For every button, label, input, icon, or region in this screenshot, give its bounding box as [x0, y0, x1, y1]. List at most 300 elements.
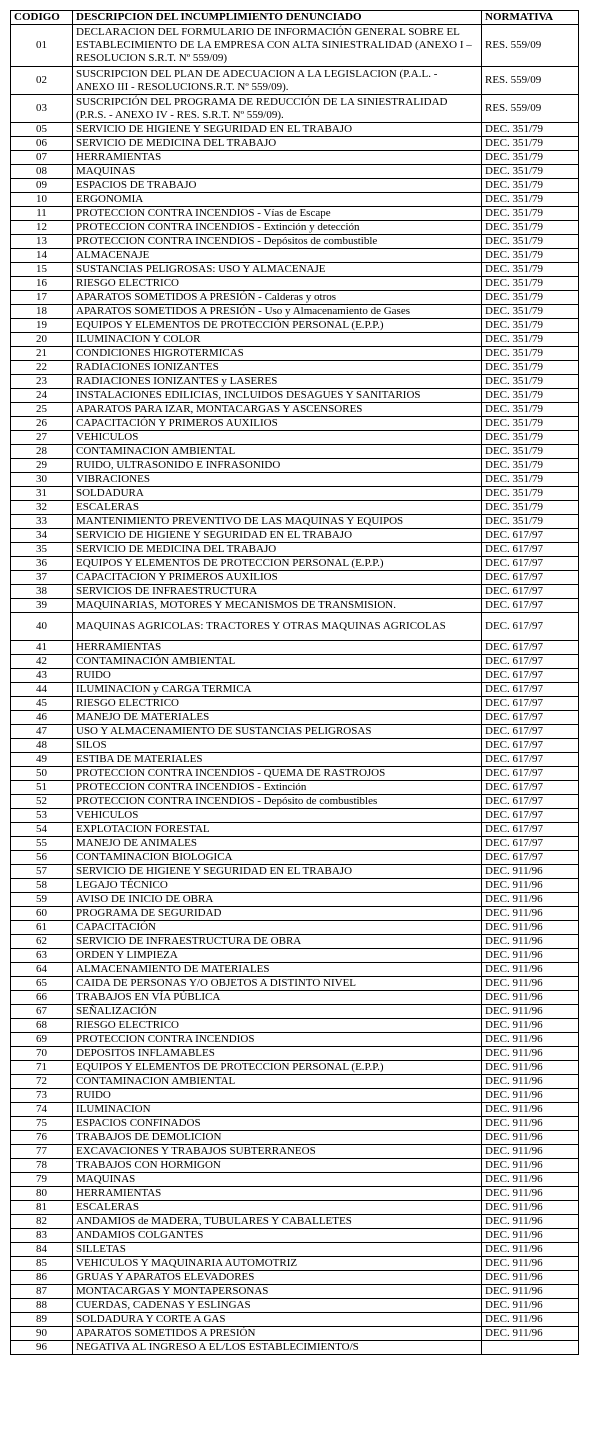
row-description: CUERDAS, CADENAS Y ESLINGAS	[73, 1299, 482, 1313]
table-row	[11, 277, 579, 291]
table-row	[11, 1229, 579, 1243]
row-code: 02	[11, 67, 73, 95]
row-code: 17	[11, 291, 73, 305]
row-normativa: DEC. 351/79	[482, 137, 579, 151]
row-code: 41	[11, 641, 73, 655]
table-row	[11, 963, 579, 977]
table-row	[11, 1047, 579, 1061]
table-row	[11, 319, 579, 333]
table-row	[11, 1299, 579, 1313]
row-code: 24	[11, 389, 73, 403]
row-normativa: DEC. 617/97	[482, 557, 579, 571]
row-normativa: RES. 559/09	[482, 25, 579, 67]
row-normativa: DEC. 911/96	[482, 935, 579, 949]
table-row	[11, 655, 579, 669]
row-code: 26	[11, 417, 73, 431]
row-code: 76	[11, 1131, 73, 1145]
table-row	[11, 151, 579, 165]
row-code: 15	[11, 263, 73, 277]
row-normativa: DEC. 351/79	[482, 389, 579, 403]
row-normativa: DEC. 351/79	[482, 193, 579, 207]
row-description: SOLDADURA	[73, 487, 482, 501]
row-description: SILOS	[73, 739, 482, 753]
row-normativa: DEC. 617/97	[482, 571, 579, 585]
row-description: ERGONOMIA	[73, 193, 482, 207]
table-row	[11, 1257, 579, 1271]
row-normativa: DEC. 911/96	[482, 1271, 579, 1285]
row-description: MAQUINAS	[73, 165, 482, 179]
table-row	[11, 1019, 579, 1033]
table-row	[11, 711, 579, 725]
row-description: HERRAMIENTAS	[73, 641, 482, 655]
row-normativa	[482, 1341, 579, 1355]
row-normativa: DEC. 351/79	[482, 249, 579, 263]
row-normativa: DEC. 617/97	[482, 823, 579, 837]
row-code: 71	[11, 1061, 73, 1075]
table-row	[11, 837, 579, 851]
row-normativa: DEC. 911/96	[482, 1243, 579, 1257]
row-description: APARATOS SOMETIDOS A PRESIÓN	[73, 1327, 482, 1341]
row-description: SERVICIO DE INFRAESTRUCTURA DE OBRA	[73, 935, 482, 949]
table-row	[11, 767, 579, 781]
row-normativa: DEC. 911/96	[482, 1173, 579, 1187]
row-normativa: DEC. 911/96	[482, 1103, 579, 1117]
row-code: 13	[11, 235, 73, 249]
header-descripcion: DESCRIPCION DEL INCUMPLIMIENTO DENUNCIADO	[73, 11, 482, 25]
table-row	[11, 221, 579, 235]
row-normativa: DEC. 911/96	[482, 1019, 579, 1033]
row-normativa: DEC. 617/97	[482, 683, 579, 697]
table-row	[11, 683, 579, 697]
row-description: SERVICIO DE MEDICINA DEL TRABAJO	[73, 543, 482, 557]
table-row	[11, 123, 579, 137]
row-normativa: DEC. 617/97	[482, 543, 579, 557]
row-code: 37	[11, 571, 73, 585]
row-code: 56	[11, 851, 73, 865]
row-normativa: DEC. 911/96	[482, 1061, 579, 1075]
table-row	[11, 599, 579, 613]
row-description: MAQUINAS AGRICOLAS: TRACTORES Y OTRAS MAQUINAS AGRICOLAS	[73, 613, 482, 641]
table-row	[11, 235, 579, 249]
table-row	[11, 25, 579, 67]
row-code: 07	[11, 151, 73, 165]
row-code: 21	[11, 347, 73, 361]
row-normativa: DEC. 911/96	[482, 991, 579, 1005]
row-code: 01	[11, 25, 73, 67]
row-description: PROTECCION CONTRA INCENDIOS - Vías de Escape	[73, 207, 482, 221]
row-description: ESCALERAS	[73, 501, 482, 515]
row-description: CAPACITACIÓN Y PRIMEROS AUXILIOS	[73, 417, 482, 431]
row-description: RADIACIONES IONIZANTES	[73, 361, 482, 375]
row-normativa: DEC. 617/97	[482, 767, 579, 781]
row-code: 38	[11, 585, 73, 599]
row-description: DEPOSITOS INFLAMABLES	[73, 1047, 482, 1061]
row-code: 40	[11, 613, 73, 641]
row-normativa: DEC. 911/96	[482, 1047, 579, 1061]
row-description: MAQUINAS	[73, 1173, 482, 1187]
row-normativa: DEC. 351/79	[482, 277, 579, 291]
row-normativa: DEC. 617/97	[482, 599, 579, 613]
row-code: 86	[11, 1271, 73, 1285]
row-description: ESPACIOS CONFINADOS	[73, 1117, 482, 1131]
table-row	[11, 543, 579, 557]
table-row	[11, 1145, 579, 1159]
row-normativa: DEC. 351/79	[482, 515, 579, 529]
table-row	[11, 571, 579, 585]
row-normativa: DEC. 617/97	[482, 781, 579, 795]
row-normativa: DEC. 351/79	[482, 151, 579, 165]
row-description: SERVICIOS DE INFRAESTRUCTURA	[73, 585, 482, 599]
row-code: 06	[11, 137, 73, 151]
table-row	[11, 1075, 579, 1089]
table-row	[11, 557, 579, 571]
row-code: 27	[11, 431, 73, 445]
table-row	[11, 879, 579, 893]
table-row	[11, 431, 579, 445]
row-code: 79	[11, 1173, 73, 1187]
row-normativa: DEC. 617/97	[482, 585, 579, 599]
table-row	[11, 795, 579, 809]
row-description: RIESGO ELECTRICO	[73, 1019, 482, 1033]
row-normativa: DEC. 617/97	[482, 753, 579, 767]
row-code: 73	[11, 1089, 73, 1103]
table-row	[11, 851, 579, 865]
table-row	[11, 893, 579, 907]
row-description: CAIDA DE PERSONAS Y/O OBJETOS A DISTINTO NIVEL	[73, 977, 482, 991]
row-code: 54	[11, 823, 73, 837]
table-row	[11, 613, 579, 641]
row-normativa: DEC. 617/97	[482, 613, 579, 641]
row-description: PROTECCION CONTRA INCENDIOS - Depósitos de combustible	[73, 235, 482, 249]
row-code: 84	[11, 1243, 73, 1257]
row-description: ESTIBA DE MATERIALES	[73, 753, 482, 767]
row-normativa: DEC. 911/96	[482, 1187, 579, 1201]
row-normativa: DEC. 351/79	[482, 487, 579, 501]
row-normativa: DEC. 911/96	[482, 1005, 579, 1019]
row-normativa: DEC. 911/96	[482, 963, 579, 977]
row-description: EXPLOTACION FORESTAL	[73, 823, 482, 837]
row-code: 82	[11, 1215, 73, 1229]
table-row	[11, 641, 579, 655]
row-code: 70	[11, 1047, 73, 1061]
table-row	[11, 501, 579, 515]
row-code: 03	[11, 95, 73, 123]
row-normativa: DEC. 351/79	[482, 221, 579, 235]
row-description: RUIDO	[73, 1089, 482, 1103]
row-code: 18	[11, 305, 73, 319]
row-description: SUSCRIPCION DEL PLAN DE ADECUACION A LA LEGISLACION (P.A.L. - ANEXO III - RESOLUCIONS.R.T. Nº 559/09).	[73, 67, 482, 95]
table-row	[11, 515, 579, 529]
row-normativa: DEC. 617/97	[482, 739, 579, 753]
row-code: 10	[11, 193, 73, 207]
row-code: 36	[11, 557, 73, 571]
row-description: CAPACITACION Y PRIMEROS AUXILIOS	[73, 571, 482, 585]
row-description: SERVICIO DE HIGIENE Y SEGURIDAD EN EL TRABAJO	[73, 865, 482, 879]
row-description: CONTAMINACION AMBIENTAL	[73, 1075, 482, 1089]
row-code: 60	[11, 907, 73, 921]
row-normativa: DEC. 911/96	[482, 949, 579, 963]
header-normativa: NORMATIVA	[482, 11, 579, 25]
row-code: 32	[11, 501, 73, 515]
table-row	[11, 389, 579, 403]
table-row	[11, 347, 579, 361]
row-normativa: DEC. 617/97	[482, 809, 579, 823]
row-code: 09	[11, 179, 73, 193]
row-code: 25	[11, 403, 73, 417]
row-normativa: DEC. 617/97	[482, 725, 579, 739]
row-description: MANEJO DE MATERIALES	[73, 711, 482, 725]
row-code: 23	[11, 375, 73, 389]
table-row	[11, 725, 579, 739]
row-description: CONTAMINACION BIOLOGICA	[73, 851, 482, 865]
row-description: CAPACITACIÓN	[73, 921, 482, 935]
row-description: ESPACIOS DE TRABAJO	[73, 179, 482, 193]
row-code: 52	[11, 795, 73, 809]
row-normativa: DEC. 617/97	[482, 529, 579, 543]
row-normativa: DEC. 351/79	[482, 333, 579, 347]
row-normativa: DEC. 351/79	[482, 459, 579, 473]
table-row	[11, 529, 579, 543]
row-normativa: DEC. 911/96	[482, 1145, 579, 1159]
row-description: RADIACIONES IONIZANTES y LASERES	[73, 375, 482, 389]
table-row	[11, 375, 579, 389]
row-description: SUSCRIPCIÓN DEL PROGRAMA DE REDUCCIÓN DE LA SINIESTRALIDAD (P.R.S. - ANEXO IV - RES. S.R.T. Nº 559/09).	[73, 95, 482, 123]
row-description: CONTAMINACIÓN AMBIENTAL	[73, 655, 482, 669]
row-description: INSTALACIONES EDILICIAS, INCLUIDOS DESAGUES Y SANITARIOS	[73, 389, 482, 403]
row-code: 96	[11, 1341, 73, 1355]
row-normativa: DEC. 911/96	[482, 893, 579, 907]
row-normativa: DEC. 351/79	[482, 445, 579, 459]
row-normativa: DEC. 351/79	[482, 347, 579, 361]
table-row	[11, 809, 579, 823]
table-row	[11, 459, 579, 473]
row-normativa: DEC. 911/96	[482, 921, 579, 935]
row-code: 50	[11, 767, 73, 781]
row-normativa: DEC. 911/96	[482, 879, 579, 893]
row-code: 46	[11, 711, 73, 725]
row-description: EQUIPOS Y ELEMENTOS DE PROTECCIÓN PERSONAL (E.P.P.)	[73, 319, 482, 333]
row-code: 59	[11, 893, 73, 907]
row-description: CONTAMINACION AMBIENTAL	[73, 445, 482, 459]
row-code: 31	[11, 487, 73, 501]
row-description: PROGRAMA DE SEGURIDAD	[73, 907, 482, 921]
row-description: RIESGO ELECTRICO	[73, 697, 482, 711]
row-code: 14	[11, 249, 73, 263]
row-code: 65	[11, 977, 73, 991]
table-row	[11, 1131, 579, 1145]
table-row	[11, 1187, 579, 1201]
row-description: USO Y ALMACENAMIENTO DE SUSTANCIAS PELIGROSAS	[73, 725, 482, 739]
row-normativa: DEC. 911/96	[482, 1313, 579, 1327]
row-description: SERVICIO DE HIGIENE Y SEGURIDAD EN EL TRABAJO	[73, 123, 482, 137]
row-code: 48	[11, 739, 73, 753]
row-description: PROTECCION CONTRA INCENDIOS - Extinción	[73, 781, 482, 795]
row-description: SERVICIO DE HIGIENE Y SEGURIDAD EN EL TRABAJO	[73, 529, 482, 543]
row-normativa: DEC. 617/97	[482, 837, 579, 851]
row-description: VEHICULOS Y MAQUINARIA AUTOMOTRIZ	[73, 1257, 482, 1271]
row-code: 64	[11, 963, 73, 977]
row-code: 05	[11, 123, 73, 137]
row-code: 39	[11, 599, 73, 613]
row-code: 62	[11, 935, 73, 949]
row-code: 69	[11, 1033, 73, 1047]
row-description: SOLDADURA Y CORTE A GAS	[73, 1313, 482, 1327]
row-description: AVISO DE INICIO DE OBRA	[73, 893, 482, 907]
row-description: SUSTANCIAS PELIGROSAS: USO Y ALMACENAJE	[73, 263, 482, 277]
table-row	[11, 991, 579, 1005]
row-description: PROTECCION CONTRA INCENDIOS	[73, 1033, 482, 1047]
row-description: MANEJO DE ANIMALES	[73, 837, 482, 851]
table-row	[11, 949, 579, 963]
table-row	[11, 1327, 579, 1341]
row-description: PROTECCION CONTRA INCENDIOS - Depósito de combustibles	[73, 795, 482, 809]
table-row	[11, 781, 579, 795]
table-row	[11, 1103, 579, 1117]
row-description: CONDICIONES HIGROTERMICAS	[73, 347, 482, 361]
row-code: 33	[11, 515, 73, 529]
table-row	[11, 669, 579, 683]
row-description: MONTACARGAS Y MONTAPERSONAS	[73, 1285, 482, 1299]
table-row	[11, 207, 579, 221]
document-page	[10, 10, 578, 1355]
infractions-table	[10, 10, 579, 1355]
row-code: 89	[11, 1313, 73, 1327]
row-normativa: DEC. 351/79	[482, 417, 579, 431]
row-description: VEHICULOS	[73, 809, 482, 823]
row-normativa: DEC. 351/79	[482, 361, 579, 375]
table-row	[11, 1313, 579, 1327]
row-code: 35	[11, 543, 73, 557]
table-row	[11, 361, 579, 375]
row-description: RUIDO, ULTRASONIDO E INFRASONIDO	[73, 459, 482, 473]
table-row	[11, 67, 579, 95]
row-code: 66	[11, 991, 73, 1005]
row-normativa: DEC. 351/79	[482, 319, 579, 333]
row-code: 42	[11, 655, 73, 669]
row-description: PROTECCION CONTRA INCENDIOS - Extinción y detección	[73, 221, 482, 235]
row-description: RUIDO	[73, 669, 482, 683]
row-code: 44	[11, 683, 73, 697]
row-description: PROTECCION CONTRA INCENDIOS - QUEMA DE RASTROJOS	[73, 767, 482, 781]
row-code: 11	[11, 207, 73, 221]
table-row	[11, 1201, 579, 1215]
row-code: 85	[11, 1257, 73, 1271]
row-normativa: DEC. 911/96	[482, 1285, 579, 1299]
table-row	[11, 1243, 579, 1257]
row-normativa: DEC. 351/79	[482, 501, 579, 515]
row-description: EQUIPOS Y ELEMENTOS DE PROTECCION PERSONAL (E.P.P.)	[73, 557, 482, 571]
row-code: 58	[11, 879, 73, 893]
row-normativa: DEC. 911/96	[482, 1215, 579, 1229]
row-normativa: DEC. 617/97	[482, 655, 579, 669]
table-row	[11, 1285, 579, 1299]
row-code: 88	[11, 1299, 73, 1313]
row-description: ALMACENAMIENTO DE MATERIALES	[73, 963, 482, 977]
table-row	[11, 1271, 579, 1285]
row-code: 90	[11, 1327, 73, 1341]
table-row	[11, 585, 579, 599]
table-row	[11, 417, 579, 431]
row-code: 57	[11, 865, 73, 879]
row-code: 28	[11, 445, 73, 459]
row-description: NEGATIVA AL INGRESO A EL/LOS ESTABLECIMIENTO/S	[73, 1341, 482, 1355]
row-description: APARATOS SOMETIDOS A PRESIÓN - Calderas y otros	[73, 291, 482, 305]
table-row	[11, 179, 579, 193]
row-description: ILUMINACION y CARGA TERMICA	[73, 683, 482, 697]
row-normativa: DEC. 617/97	[482, 669, 579, 683]
table-row	[11, 1117, 579, 1131]
row-code: 49	[11, 753, 73, 767]
row-code: 20	[11, 333, 73, 347]
table-row	[11, 1061, 579, 1075]
table-row	[11, 977, 579, 991]
row-code: 74	[11, 1103, 73, 1117]
row-code: 72	[11, 1075, 73, 1089]
row-description: VIBRACIONES	[73, 473, 482, 487]
table-row	[11, 1033, 579, 1047]
row-description: ESCALERAS	[73, 1201, 482, 1215]
row-normativa: DEC. 911/96	[482, 1327, 579, 1341]
table-row	[11, 193, 579, 207]
table-row	[11, 137, 579, 151]
row-code: 67	[11, 1005, 73, 1019]
row-normativa: DEC. 617/97	[482, 795, 579, 809]
table-row	[11, 1215, 579, 1229]
row-normativa: DEC. 351/79	[482, 291, 579, 305]
row-normativa: DEC. 911/96	[482, 977, 579, 991]
row-normativa: DEC. 911/96	[482, 1159, 579, 1173]
row-code: 47	[11, 725, 73, 739]
row-code: 53	[11, 809, 73, 823]
row-description: APARATOS PARA IZAR, MONTACARGAS Y ASCENSORES	[73, 403, 482, 417]
table-row	[11, 305, 579, 319]
table-row	[11, 1005, 579, 1019]
row-description: ALMACENAJE	[73, 249, 482, 263]
row-description: HERRAMIENTAS	[73, 151, 482, 165]
row-normativa: DEC. 911/96	[482, 907, 579, 921]
row-code: 19	[11, 319, 73, 333]
row-code: 63	[11, 949, 73, 963]
row-normativa: DEC. 617/97	[482, 697, 579, 711]
row-code: 22	[11, 361, 73, 375]
row-description: APARATOS SOMETIDOS A PRESIÓN - Uso y Almacenamiento de Gases	[73, 305, 482, 319]
row-description: EXCAVACIONES Y TRABAJOS SUBTERRANEOS	[73, 1145, 482, 1159]
row-description: ANDAMIOS de MADERA, TUBULARES Y CABALLETES	[73, 1215, 482, 1229]
row-normativa: DEC. 351/79	[482, 305, 579, 319]
row-description: TRABAJOS CON HORMIGON	[73, 1159, 482, 1173]
row-code: 16	[11, 277, 73, 291]
row-normativa: RES. 559/09	[482, 67, 579, 95]
table-row	[11, 1173, 579, 1187]
row-code: 45	[11, 697, 73, 711]
row-code: 83	[11, 1229, 73, 1243]
table-row	[11, 165, 579, 179]
row-code: 61	[11, 921, 73, 935]
row-normativa: DEC. 351/79	[482, 375, 579, 389]
row-code: 77	[11, 1145, 73, 1159]
table-row	[11, 473, 579, 487]
row-description: TRABAJOS EN VÍA PÚBLICA	[73, 991, 482, 1005]
row-normativa: DEC. 351/79	[482, 235, 579, 249]
row-description: DECLARACION DEL FORMULARIO DE INFORMACIÓN GENERAL SOBRE EL ESTABLECIMIENTO DE LA EMPRESA CON ALTA SINIESTRALIDAD (ANEXO I – RESOLUCION S.R.T. Nº 559/09)	[73, 25, 482, 67]
row-code: 12	[11, 221, 73, 235]
table-row	[11, 1159, 579, 1173]
row-description: ILUMINACION Y COLOR	[73, 333, 482, 347]
row-normativa: DEC. 911/96	[482, 1201, 579, 1215]
table-row	[11, 753, 579, 767]
table-row	[11, 249, 579, 263]
table-row	[11, 865, 579, 879]
